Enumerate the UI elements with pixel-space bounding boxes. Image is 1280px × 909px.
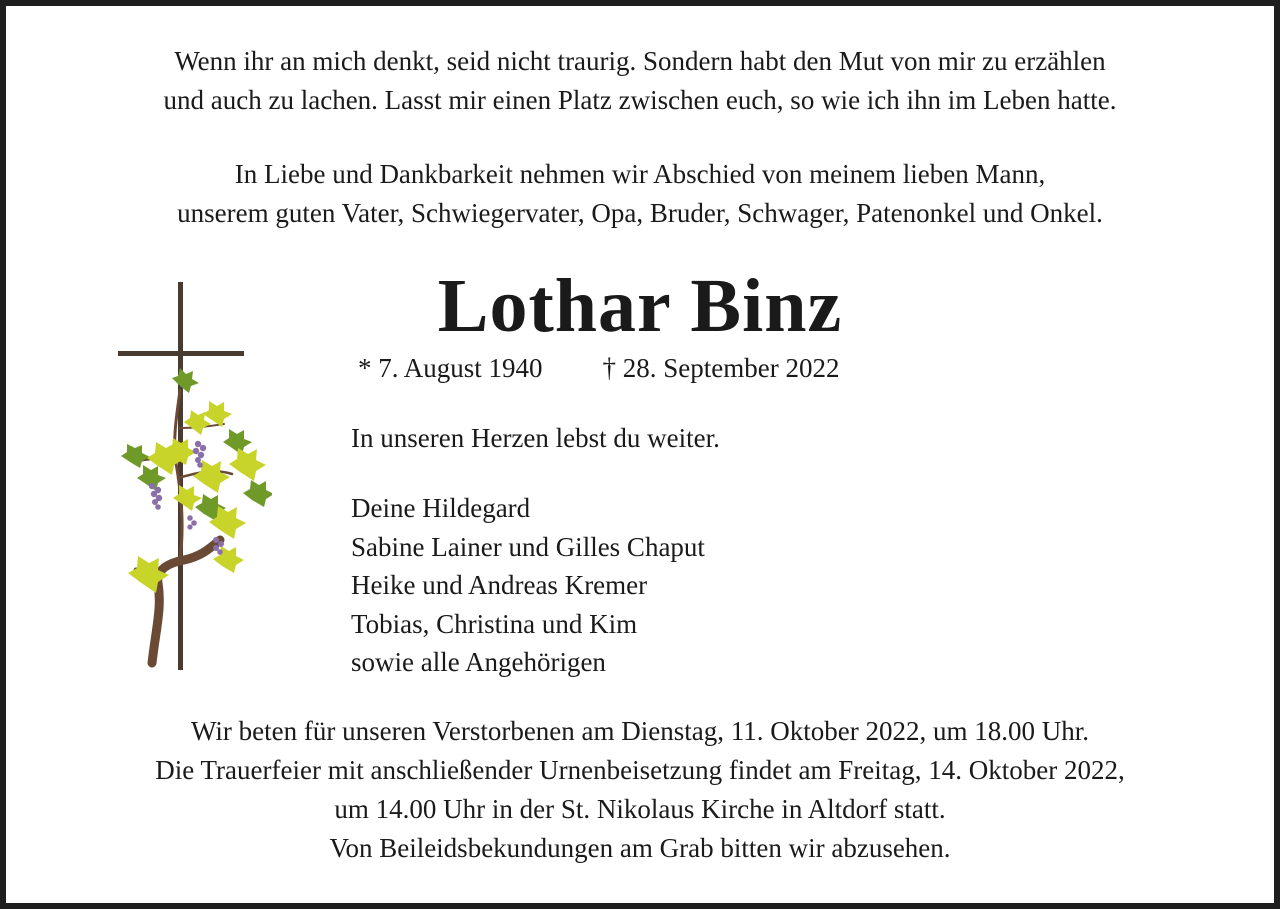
dedication-text	[0, 155, 1280, 233]
mourner-entry: Tobias, Christina und Kim	[351, 608, 638, 639]
death-date: † 28. September 2022	[602, 353, 840, 383]
service-line: um 14.00 Uhr in der St. Nikolaus Kirche in Altdorf statt.	[334, 794, 946, 824]
deceased-name: Lothar Binz	[437, 264, 843, 348]
birth-date: * 7. August 1940	[358, 353, 543, 383]
life-dates	[358, 349, 840, 388]
service-details	[0, 712, 1280, 868]
mourner-entry: Sabine Lainer und Gilles Chaput	[351, 531, 705, 562]
dedication-line: unserem guten Vater, Schwiegervater, Opa, Bruder, Schwager, Patenonkel und Onkel.	[177, 198, 1103, 228]
intro-line: Wenn ihr an mich denkt, seid nicht traurig. Sondern habt den Mut von mir zu erzählen	[174, 46, 1106, 76]
dedication-line: In Liebe und Dankbarkeit nehmen wir Abschied von meinem lieben Mann,	[234, 159, 1046, 189]
mourner-entry: Heike und Andreas Kremer	[351, 570, 648, 600]
mourner-entry: Deine Hildegard	[351, 493, 531, 523]
intro-verse	[0, 42, 1280, 120]
intro-line: und auch zu lachen. Lasst mir einen Platz zwischen euch, so wie ich ihn im Leben hatte.	[163, 85, 1117, 115]
service-line: Von Beileidsbekundungen am Grab bitten wir abzusehen.	[329, 833, 951, 863]
mourner-entry: sowie alle Angehörigen	[351, 647, 606, 677]
mourners-list	[351, 489, 705, 682]
service-line: Wir beten für unseren Verstorbenen am Dienstag, 11. Oktober 2022, um 18.00 Uhr.	[191, 716, 1089, 746]
memorial-motto: In unseren Herzen lebst du weiter.	[351, 423, 720, 453]
service-line: Die Trauerfeier mit anschließender Urnenbeisetzung findet am Freitag, 14. Oktober 2022,	[155, 755, 1125, 785]
